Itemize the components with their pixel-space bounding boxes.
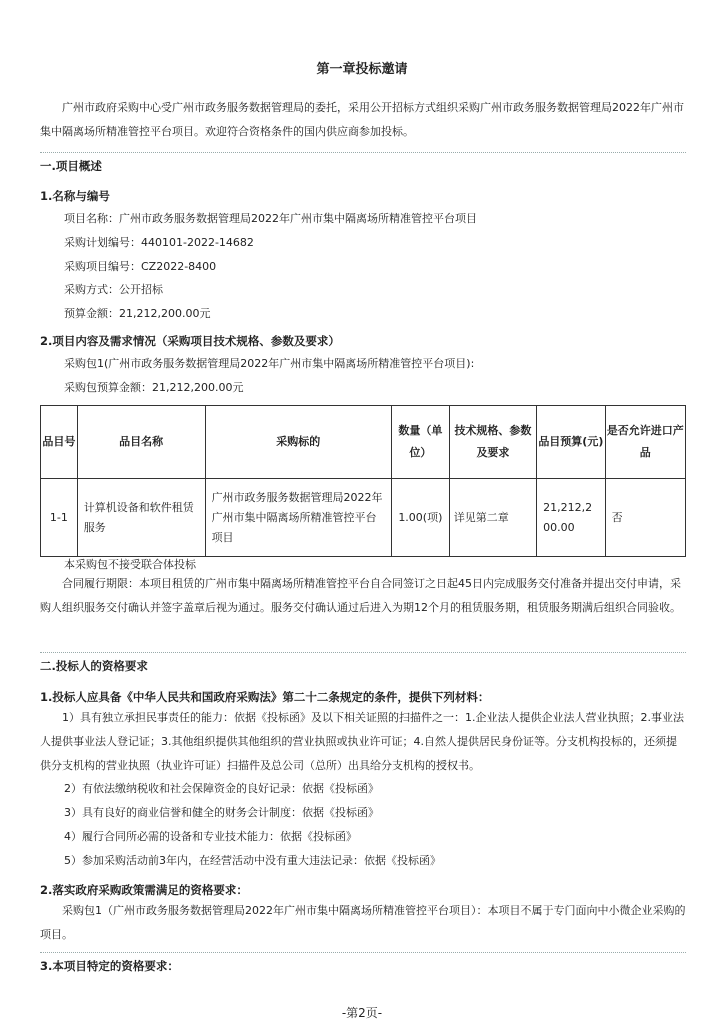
plan-number: 采购计划编号：440101-2022-14682 xyxy=(64,236,254,249)
cell-no: 1-1 xyxy=(41,479,78,557)
items-table xyxy=(40,405,686,557)
chapter-title: 第一章投标邀请 xyxy=(316,62,408,77)
cell-import: 否 xyxy=(605,479,685,557)
cell-target: 广州市政务服务数据管理局2022年广州市集中隔离场所精准管控平台项目 xyxy=(205,479,391,557)
qualification-heading: 1.投标人应具备《中华人民共和国政府采购法》第二十二条规定的条件，提供下列材料： xyxy=(40,690,490,704)
cell-spec: 详见第二章 xyxy=(449,479,536,557)
header-qty: 数量（单位） xyxy=(391,406,449,479)
section-2-heading: 二.投标人的资格要求 xyxy=(40,659,148,673)
package-budget: 采购包预算金额：21,212,200.00元 xyxy=(64,381,244,394)
qualification-item-4: 4）履行合同所必需的设备和专业技术能力：依据《投标函》 xyxy=(64,830,357,843)
divider xyxy=(40,952,686,953)
project-name: 项目名称：广州市政务服务数据管理局2022年广州市集中隔离场所精准管控平台项目 xyxy=(64,212,477,225)
contract-period: 合同履行期限：本项目租赁的广州市集中隔离场所精准管控平台自合同签订之日起45日内完成服务交付准备并提出交付申请，采购人组织服务交付确认并签字盖章后视为通过。服务交付确认通过后进入为期12个月的租赁服务期，租赁服务期满后组织合同验收。 xyxy=(40,577,681,614)
qualification-item-3: 3）具有良好的商业信誉和健全的财务会计制度：依据《投标函》 xyxy=(64,806,379,819)
qualification-item-1: 1）具有独立承担民事责任的能力：依据《投标函》及以下相关证照的扫描件之一：1.企业法人提供企业法人营业执照；2.事业法人提供事业法人登记证；3.其他组织提供其他组织的营业执照或执业许可证；4.自然人提供居民身份证等。分支机构投标的，还须提供分支机构的营业执照（执业许可证）扫描件及总公司（总所）出具给分支机构的授权书。 xyxy=(40,711,684,772)
qualification-item-2: 2）有依法缴纳税收和社会保障资金的良好记录：依据《投标函》 xyxy=(64,782,379,795)
section-1-heading: 一.项目概述 xyxy=(40,159,102,173)
header-import: 是否允许进口产品 xyxy=(605,406,685,479)
qualification-item-5: 5）参加采购活动前3年内，在经营活动中没有重大违法记录：依据《投标函》 xyxy=(64,854,441,867)
budget-amount: 预算金额：21,212,200.00元 xyxy=(64,307,211,320)
header-item-name: 品目名称 xyxy=(77,406,205,479)
intro-paragraph: 广州市政府采购中心受广州市政务服务数据管理局的委托，采用公开招标方式组织采购广州市政务服务数据管理局2022年广州市集中隔离场所精准管控平台项目。欢迎符合资格条件的国内供应商参加投标。 xyxy=(40,101,684,138)
policy-heading: 2.落实政府采购政策需满足的资格要求： xyxy=(40,883,248,897)
table-header-row xyxy=(41,406,686,479)
table-row xyxy=(41,479,686,557)
name-number-heading: 1.名称与编号 xyxy=(40,189,110,203)
header-item-no: 品目号 xyxy=(41,406,78,479)
cell-qty: 1.00(项) xyxy=(391,479,449,557)
procurement-method: 采购方式：公开招标 xyxy=(64,283,163,296)
header-target: 采购标的 xyxy=(205,406,391,479)
header-spec: 技术规格、参数及要求 xyxy=(449,406,536,479)
divider xyxy=(40,152,686,153)
page-number: -第2页- xyxy=(341,1006,383,1020)
divider xyxy=(40,652,686,653)
cell-budget: 21,212,200.00 xyxy=(537,479,606,557)
header-budget: 品目预算(元) xyxy=(537,406,606,479)
content-heading: 2.项目内容及需求情况（采购项目技术规格、参数及要求） xyxy=(40,334,340,348)
package-line: 采购包1(广州市政务服务数据管理局2022年广州市集中隔离场所精准管控平台项目): xyxy=(64,357,475,370)
specific-requirements-heading: 3.本项目特定的资格要求： xyxy=(40,959,179,973)
policy-paragraph: 采购包1（广州市政务服务数据管理局2022年广州市集中隔离场所精准管控平台项目）：本项目不属于专门面向中小微企业采购的项目。 xyxy=(40,904,686,941)
no-consortium-note: 本采购包不接受联合体投标 xyxy=(64,558,196,571)
project-number: 采购项目编号：CZ2022-8400 xyxy=(64,260,217,273)
cell-name: 计算机设备和软件租赁服务 xyxy=(77,479,205,557)
